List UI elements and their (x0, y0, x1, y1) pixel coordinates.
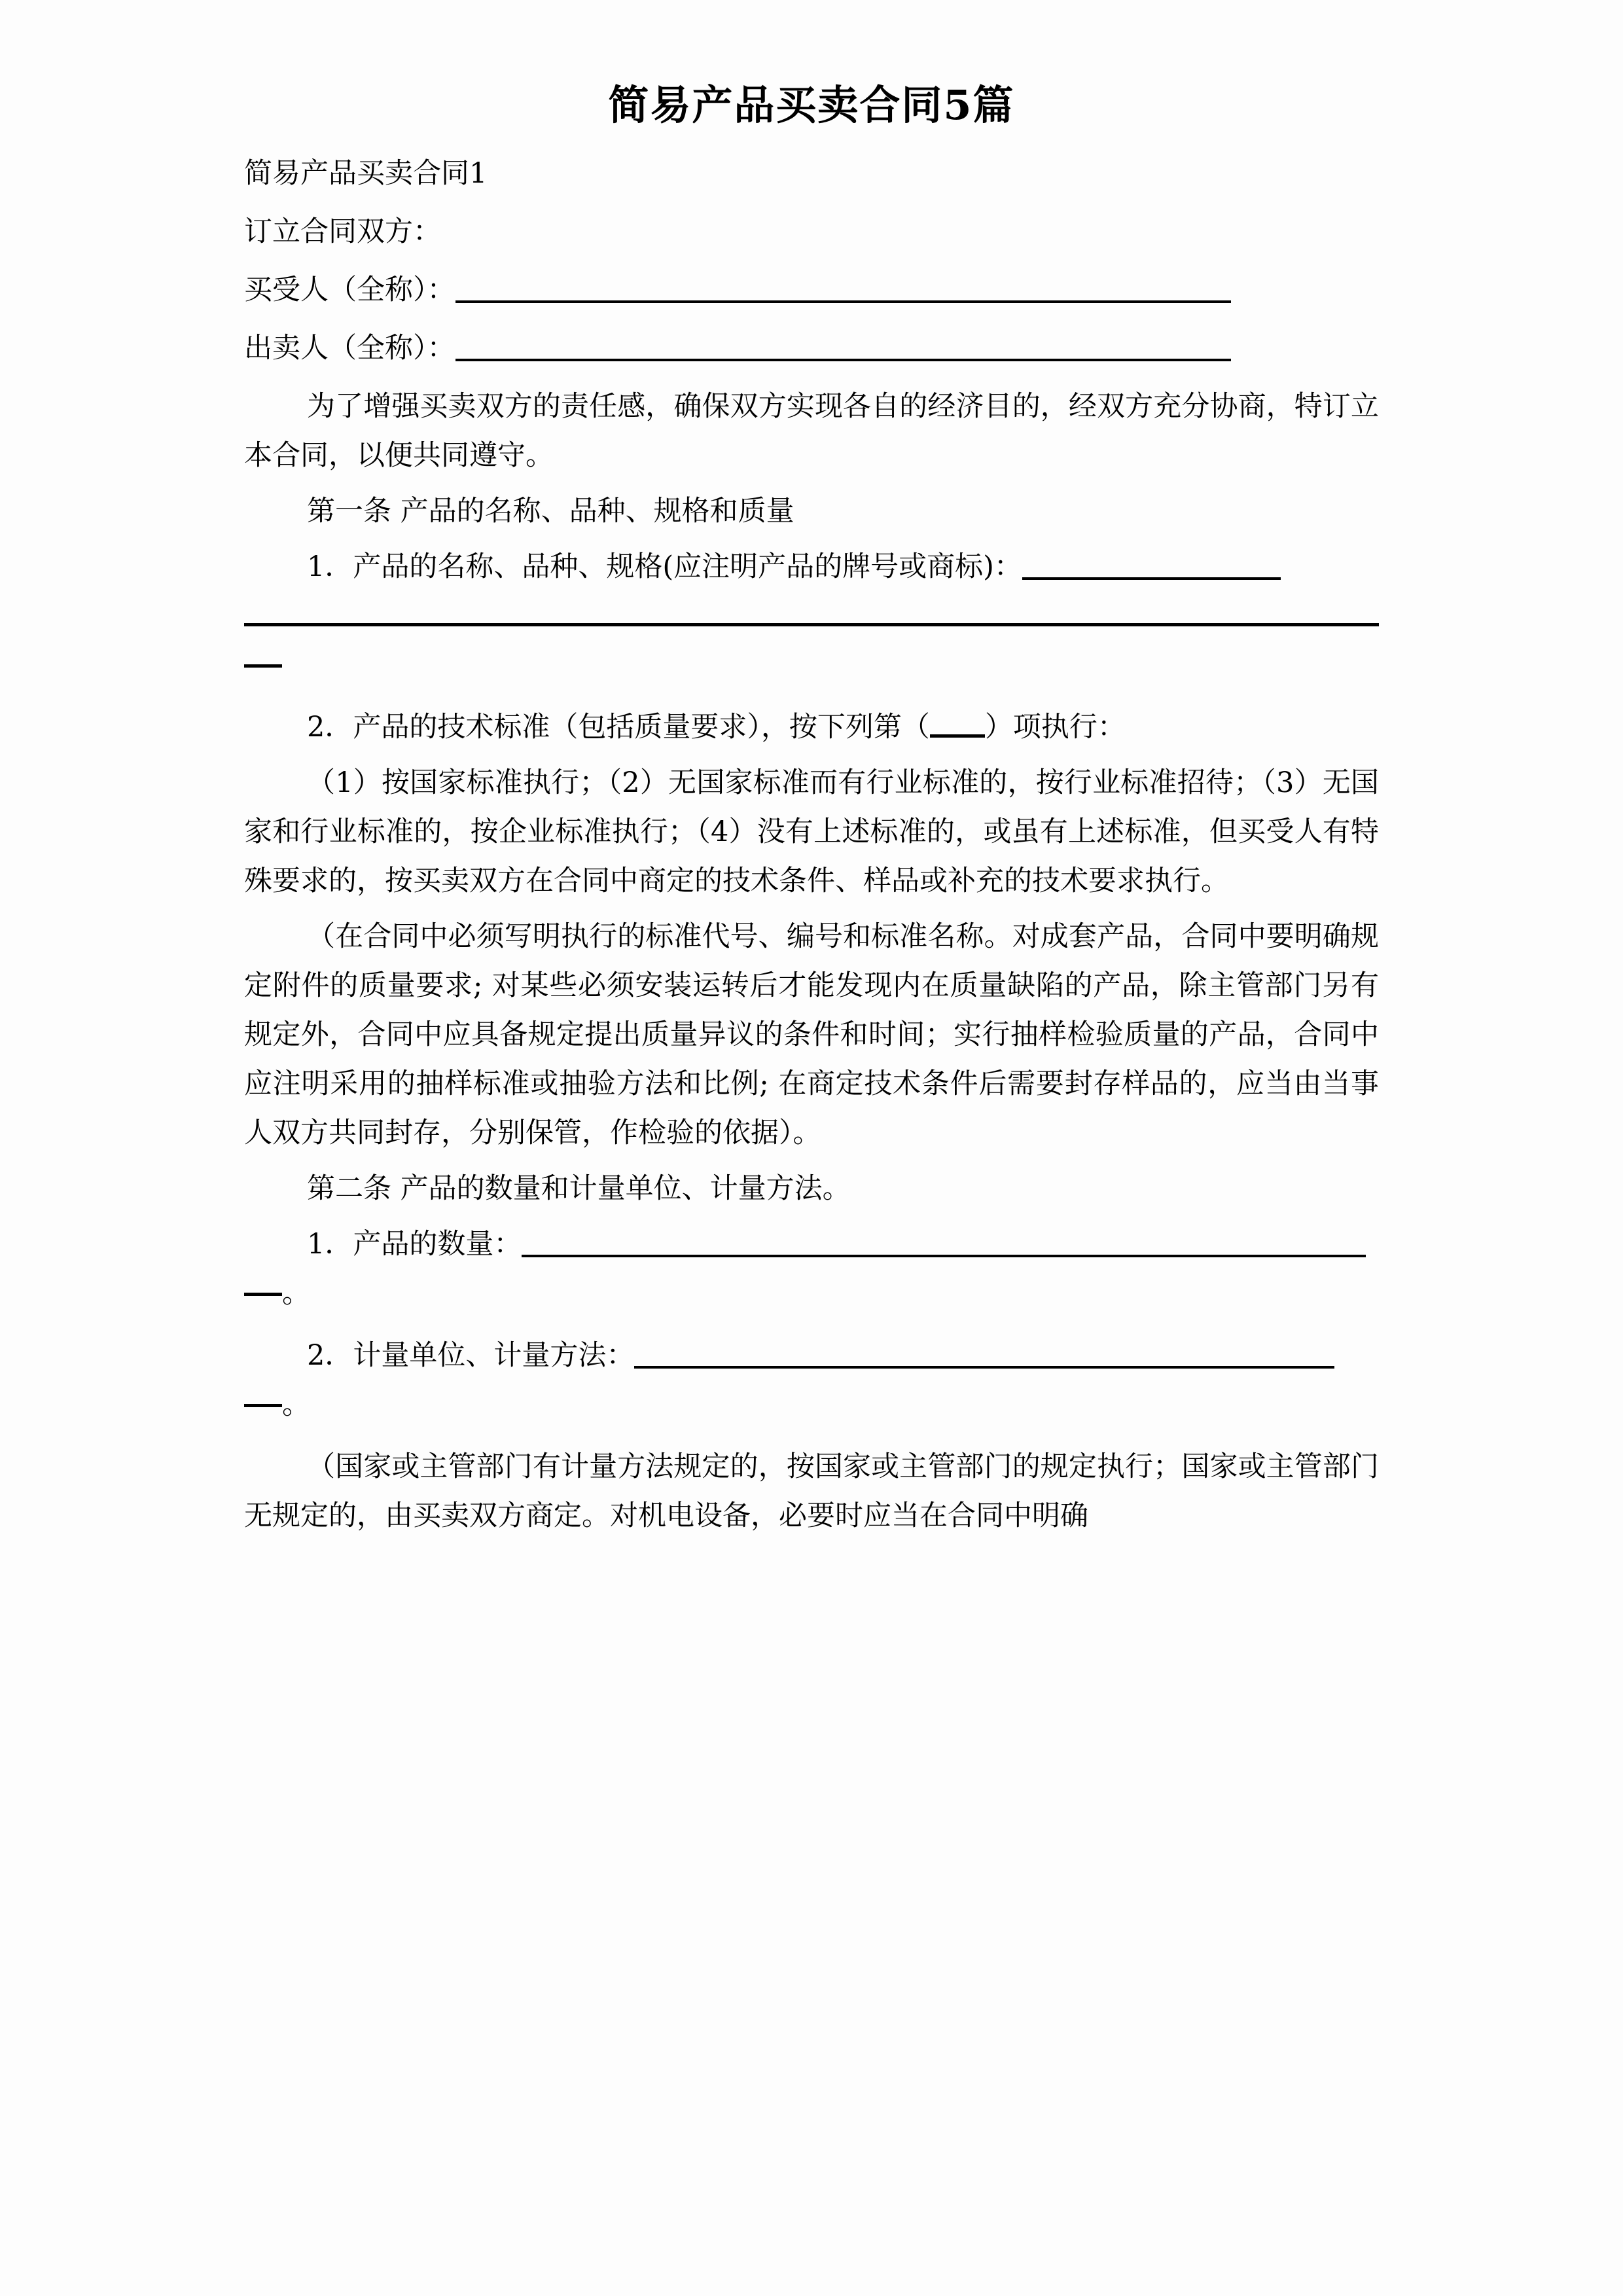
article2-item1-label: 1．产品的数量： (307, 1227, 522, 1261)
article1-heading: 第一条 产品的名称、品种、规格和质量 (307, 494, 794, 528)
article2-item2 (244, 1331, 1379, 1380)
article2-item2-label: 2．计量单位、计量方法： (307, 1338, 635, 1372)
preamble-paragraph: 为了增强买卖双方的责任感，确保双方实现各自的经济目的，经双方充分协商，特订立本合同，以便共同遵守。 (244, 389, 1379, 472)
article1-item2 (244, 703, 1379, 752)
article1-item1-blank-continuation[interactable] (244, 623, 1379, 626)
buyer-line (244, 266, 1379, 315)
buyer-name-blank[interactable] (455, 281, 1231, 303)
article1-item1-label: 1．产品的名称、品种、规格(应注明产品的牌号或商标)： (307, 550, 1022, 583)
article2-note-paragraph: （国家或主管部门有计量方法规定的，按国家或主管部门的规定执行；国家或主管部门无规定的，由买卖双方商定。对机电设备，必要时应当在合同中明确 (244, 1450, 1379, 1532)
buyer-label: 买受人（全称）： (244, 273, 455, 306)
article1-item1-blank-tail[interactable] (244, 664, 282, 668)
article1-item2-blank[interactable] (930, 717, 985, 738)
parties-heading: 订立合同双方： (244, 215, 441, 248)
article2-item1-period: 。 (282, 1276, 310, 1310)
article2-item2-tail-line (244, 1380, 1379, 1429)
article1-options-paragraph: （1）按国家标准执行；（2）无国家标准而有行业标准的，按行业标准招待；（3）无国家和行业标准的，按企业标准执行；（4）没有上述标准的，或虽有上述标准，但买受人有特殊要求的，按买卖双方在合同中商定的技术条件、样品或补充的技术要求执行。 (244, 766, 1379, 897)
article2-item1 (244, 1220, 1379, 1269)
article1-item1 (244, 543, 1379, 592)
seller-line (244, 324, 1379, 373)
article1-item2-prefix: 2．产品的技术标准（包括质量要求），按下列第（ (307, 710, 930, 744)
article1-item1-blank-tail-line (244, 641, 1379, 690)
seller-name-blank[interactable] (455, 339, 1231, 361)
document-subtitle: 简易产品买卖合同1 (244, 156, 488, 190)
article2-heading: 第二条 产品的数量和计量单位、计量方法。 (307, 1172, 851, 1205)
article1-item1-blank-continuation-row[interactable] (244, 592, 1379, 641)
article2-item1-blank-tail[interactable] (244, 1293, 282, 1296)
article2-item2-period: 。 (282, 1388, 310, 1421)
article1-item1-blank[interactable] (1022, 558, 1281, 580)
article1-note-paragraph: （在合同中必须写明执行的标准代号、编号和标准名称。对成套产品，合同中要明确规定附件的质量要求; 对某些必须安装运转后才能发现内在质量缺陷的产品，除主管部门另有规定外，合同中应具备规定提出质量异议的条件和时间；实行抽样检验质量的产品，合同中应注明采用的抽样标准或抽验方法和比例; 在商定技术条件后需要封存样品的，应当由当事人双方共同封存，分别保管，作检验的依据）。 (244, 920, 1379, 1149)
article2-item1-blank[interactable] (522, 1235, 1366, 1257)
article2-item1-tail-line (244, 1269, 1379, 1318)
article2-item2-blank[interactable] (634, 1346, 1334, 1369)
page-title: 简易产品买卖合同5篇 (608, 81, 1015, 129)
article2-item2-blank-tail[interactable] (244, 1404, 282, 1407)
article1-item2-suffix: ）项执行： (984, 710, 1126, 744)
document-content (244, 0, 1379, 1541)
seller-label: 出卖人（全称）： (244, 331, 455, 365)
